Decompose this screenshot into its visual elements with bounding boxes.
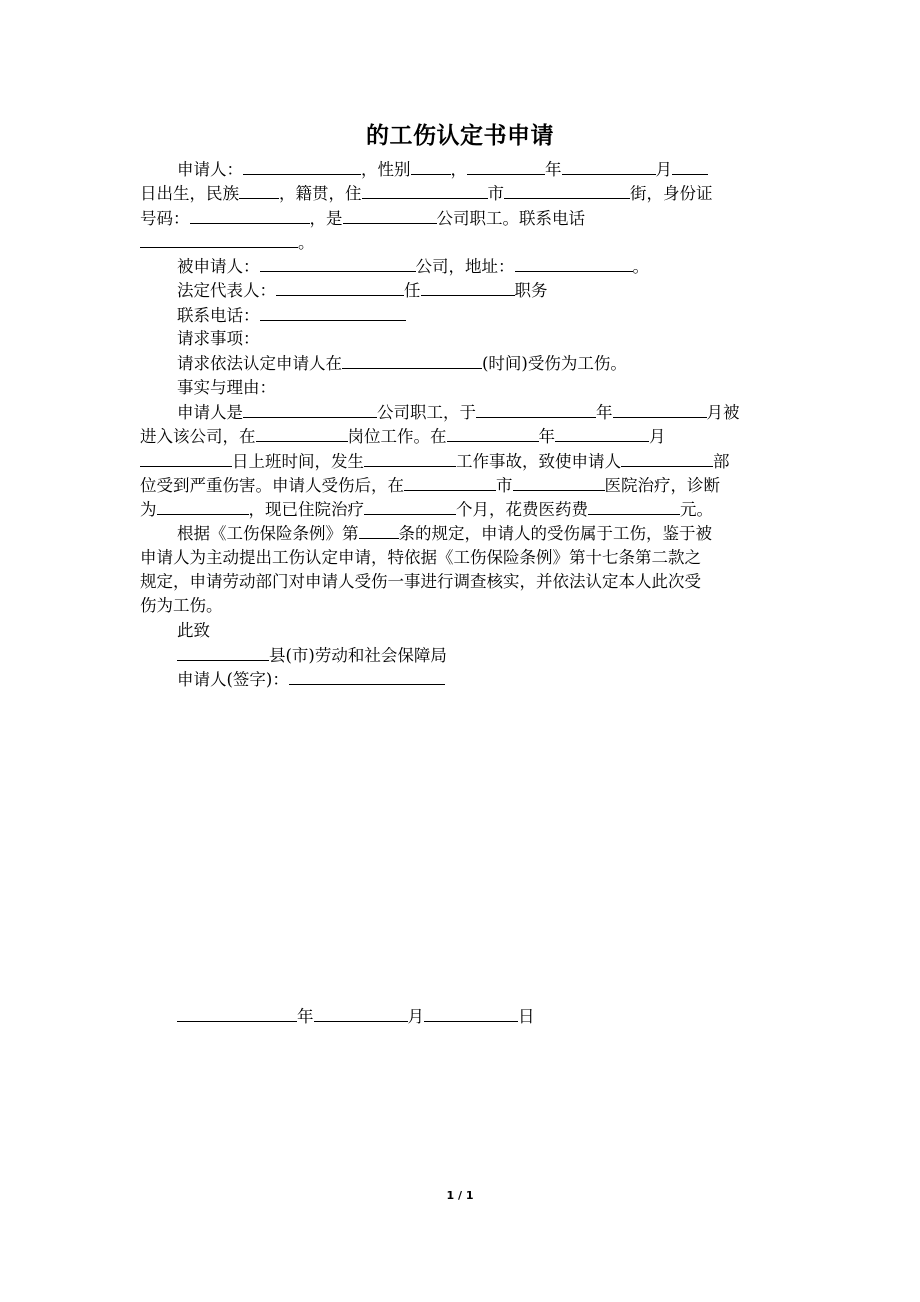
paragraph-line [140, 424, 780, 448]
blank-field [260, 254, 416, 272]
text-run: 号码： [140, 208, 190, 228]
paragraph-line [140, 619, 780, 643]
blank-field [672, 157, 708, 175]
text-run: 市 [496, 475, 513, 495]
text-run: 公司，地址： [415, 257, 515, 277]
text-run: 事实与理由： [177, 377, 276, 397]
text-run: ，籍贯，住 [279, 184, 362, 204]
blank-field [404, 473, 496, 491]
date-line [177, 1004, 535, 1029]
text-run: 部 [713, 451, 730, 471]
text-run: 申请人是 [177, 402, 243, 422]
blank-field [364, 449, 456, 467]
text-run: 县(市)劳动和社会保障局 [269, 645, 447, 665]
paragraph-line [140, 327, 780, 351]
text-run: 个月，花费医药费 [456, 500, 588, 520]
blank-field [157, 497, 249, 515]
paragraph-line [140, 157, 780, 181]
text-run: 规定，申请劳动部门对申请人受伤一事进行调查核实，并依法认定本人此次受 [140, 572, 701, 592]
paragraph-line [140, 570, 780, 594]
blank-field [343, 206, 437, 224]
text-run: 月 [649, 427, 666, 447]
paragraph-line [140, 546, 780, 570]
text-run: 。 [632, 257, 649, 277]
blank-field [613, 400, 707, 418]
paragraph-line [140, 181, 780, 205]
text-run: 伤为工伤。 [140, 596, 223, 616]
text-run: 街，身份证 [630, 184, 713, 204]
blank-field [515, 254, 633, 272]
paragraph-line [140, 643, 780, 667]
text-run: 法定代表人： [177, 281, 276, 301]
blank-field [421, 278, 515, 296]
blank-field [190, 206, 310, 224]
text-run: 月 [407, 1007, 424, 1026]
blank-field [177, 643, 269, 661]
text-run: 工作事故，致使申请人 [456, 451, 621, 471]
blank-field [513, 473, 605, 491]
document-title: 的工伤认定书申请 [366, 123, 554, 149]
blank-field [289, 667, 445, 685]
text-run: 条的规定，申请人的受伤属于工伤，鉴于被 [398, 524, 712, 544]
text-run: 医院治疗，诊断 [604, 475, 720, 495]
paragraph-line [140, 667, 780, 691]
blank-field [424, 1004, 518, 1022]
text-run: 日出生，民族 [140, 184, 239, 204]
paragraph-line [140, 278, 780, 302]
blank-field [362, 181, 488, 199]
text-run: 市 [487, 184, 504, 204]
text-run: 被申请人： [177, 257, 260, 277]
text-run: 月被 [706, 402, 740, 422]
blank-field [314, 1004, 408, 1022]
paragraph-line [140, 230, 780, 254]
text-run: 公司职工。联系电话 [436, 208, 585, 228]
text-run: 岗位工作。在 [347, 427, 447, 447]
text-run: ，是 [309, 208, 343, 228]
blank-field [476, 400, 596, 418]
text-run: 日 [518, 1007, 535, 1026]
blank-field [140, 230, 298, 248]
blank-field [467, 157, 545, 175]
blank-field [243, 157, 361, 175]
blank-field [359, 521, 399, 539]
blank-field [243, 400, 377, 418]
blank-field [140, 449, 232, 467]
text-run: 此致 [177, 620, 210, 640]
paragraph-line [140, 351, 780, 375]
blank-field [256, 424, 348, 442]
paragraph-line [140, 206, 780, 230]
text-run: 职务 [514, 281, 548, 301]
text-run: 申请人(签字)： [177, 670, 289, 690]
text-run: 联系电话： [177, 305, 260, 325]
paragraph-line [140, 254, 780, 278]
text-run: ， [450, 160, 467, 179]
text-run: 请求事项： [177, 329, 260, 349]
paragraph-line [140, 376, 780, 400]
text-run: 年 [538, 427, 555, 447]
paragraph-line [140, 449, 780, 473]
text-run: 位受到严重伤害。申请人受伤后，在 [140, 475, 404, 495]
text-run: 请求依法认定申请人在 [177, 354, 342, 374]
paragraph-line [140, 473, 780, 497]
text-run: 元。 [680, 500, 713, 520]
blank-field [364, 497, 456, 515]
paragraph-line [140, 400, 780, 424]
paragraph-line [140, 594, 780, 618]
blank-field [177, 1004, 297, 1022]
blank-field [555, 424, 649, 442]
blank-field [621, 449, 713, 467]
text-run: 根据《工伤保险条例》第 [177, 524, 359, 544]
document-body [140, 157, 780, 692]
text-run: 为 [140, 500, 157, 520]
paragraph-line [140, 497, 780, 521]
blank-field [411, 157, 451, 175]
page-number: 1 / 1 [446, 1189, 474, 1202]
text-run: 年 [545, 160, 562, 179]
paragraph-line [140, 303, 780, 327]
text-run: ，性别 [361, 160, 411, 179]
paragraph-line [140, 521, 780, 545]
text-run: (时间)受伤为工伤。 [482, 354, 627, 374]
blank-field [588, 497, 680, 515]
text-run: 月 [655, 160, 672, 179]
text-run: 。 [298, 232, 315, 252]
text-run: 年 [297, 1007, 314, 1026]
text-run: 申请人为主动提出工伤认定申请，特依据《工伤保险条例》第十七条第二款之 [140, 547, 701, 567]
text-run: 进入该公司，在 [140, 427, 256, 447]
text-run: 任 [404, 281, 421, 301]
blank-field [276, 278, 404, 296]
text-run: ，现已住院治疗 [248, 500, 364, 520]
blank-field [342, 351, 482, 369]
blank-field [504, 181, 630, 199]
blank-field [239, 181, 279, 199]
blank-field [447, 424, 539, 442]
blank-field [260, 303, 406, 321]
text-run: 公司职工，于 [377, 402, 476, 422]
text-run: 日上班时间，发生 [232, 451, 364, 471]
text-run: 申请人： [177, 160, 243, 179]
blank-field [562, 157, 656, 175]
text-run: 年 [596, 402, 613, 422]
